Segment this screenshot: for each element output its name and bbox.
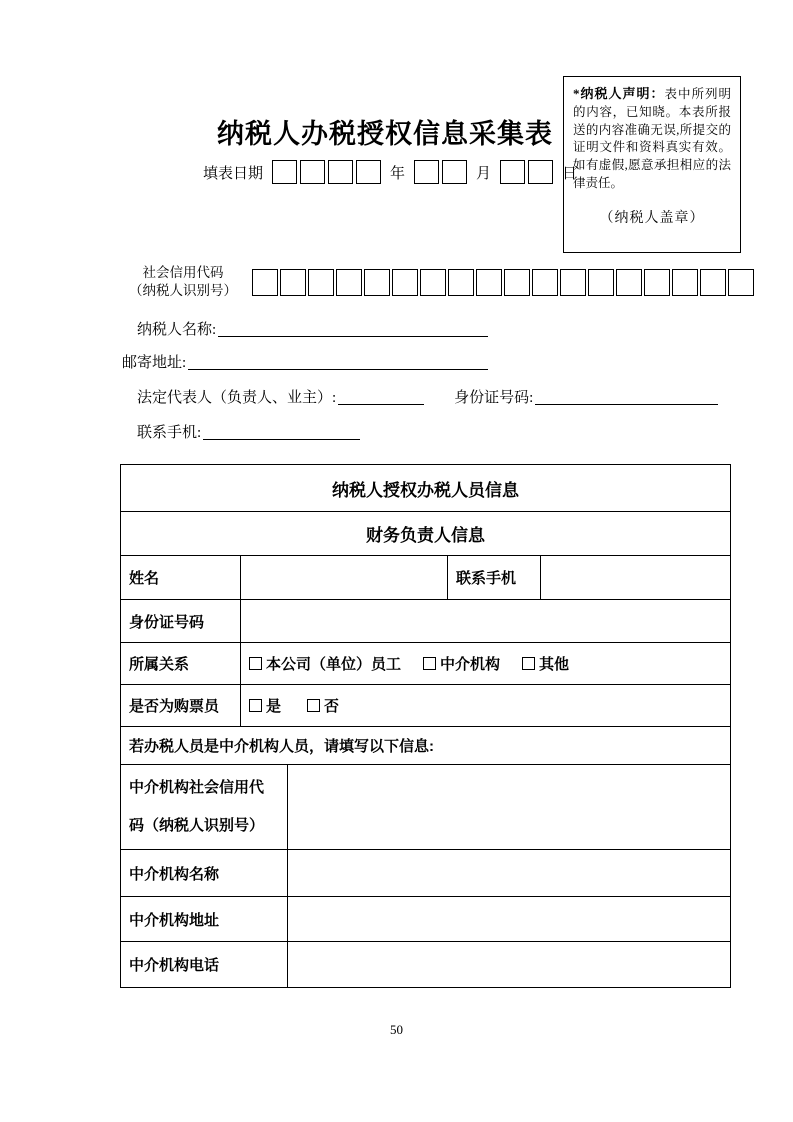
credit-code-label-line2: （纳税人识别号） (129, 283, 237, 299)
ticket-option-yes[interactable] (249, 695, 281, 716)
code-char-box[interactable] (588, 269, 614, 296)
relation-option-label: 其他 (539, 656, 570, 673)
code-char-box[interactable] (364, 269, 390, 296)
agency-phone-value-cell[interactable] (288, 942, 730, 987)
date-digit-box[interactable] (528, 160, 553, 184)
month-digit-boxes (414, 160, 467, 184)
code-char-box[interactable] (476, 269, 502, 296)
authorized-personnel-table (120, 464, 731, 988)
code-char-box[interactable] (700, 269, 726, 296)
month-label: 月 (476, 165, 492, 182)
legal-representative-blank[interactable] (338, 388, 424, 405)
credit-code-label-line1: 社会信用代码 (142, 265, 224, 280)
code-char-box[interactable] (728, 269, 754, 296)
id-value-cell[interactable] (241, 600, 730, 642)
phone-label: 联系手机 (448, 556, 541, 599)
relation-option-company[interactable] (249, 653, 401, 674)
taxpayer-name-label: 纳税人名称: (137, 322, 217, 338)
mailing-address-label: 邮寄地址: (122, 355, 187, 371)
contact-phone-field (137, 421, 360, 442)
mailing-address-blank[interactable] (188, 353, 488, 370)
ticket-buyer-label: 是否为购票员 (121, 685, 241, 726)
date-digit-box[interactable] (442, 160, 467, 184)
code-char-box[interactable] (504, 269, 530, 296)
checkbox-icon[interactable] (249, 699, 262, 712)
agency-phone-label: 中介机构电话 (121, 942, 288, 987)
agency-code-label: 中介机构社会信用代码（纳税人识别号） (121, 765, 288, 849)
agency-note-row (121, 727, 730, 765)
ticket-option-label: 否 (324, 698, 340, 715)
taxpayer-name-blank[interactable] (218, 320, 488, 337)
relation-option-label: 中介机构 (440, 656, 501, 673)
declaration-label: *纳税人声明： (573, 86, 665, 101)
fill-date-row (0, 160, 780, 184)
table-subheader: 财务负责人信息 (366, 526, 485, 545)
relation-row (121, 643, 730, 685)
code-char-box[interactable] (420, 269, 446, 296)
relation-option-label: 本公司（单位）员工 (266, 656, 402, 673)
checkbox-icon[interactable] (249, 657, 262, 670)
date-digit-box[interactable] (356, 160, 381, 184)
relation-options-cell (241, 643, 730, 684)
table-subheader-row (121, 512, 730, 556)
credit-code-row (118, 264, 754, 300)
code-char-box[interactable] (644, 269, 670, 296)
credit-code-boxes (252, 269, 754, 296)
name-label: 姓名 (121, 556, 241, 599)
ticket-buyer-row (121, 685, 730, 727)
code-char-box[interactable] (616, 269, 642, 296)
id-label: 身份证号码 (121, 600, 241, 642)
date-digit-box[interactable] (328, 160, 353, 184)
date-digit-box[interactable] (500, 160, 525, 184)
code-char-box[interactable] (560, 269, 586, 296)
id-number-row (121, 600, 730, 643)
taxpayer-stamp-hint: （纳税人盖章） (599, 210, 705, 226)
agency-name-value-cell[interactable] (288, 850, 730, 896)
ticket-buyer-options-cell (241, 685, 730, 726)
agency-address-value-cell[interactable] (288, 897, 730, 941)
relation-option-agency[interactable] (423, 653, 500, 674)
relation-option-other[interactable] (522, 653, 569, 674)
relation-label: 所属关系 (121, 643, 241, 684)
agency-name-label: 中介机构名称 (121, 850, 288, 896)
credit-code-label (118, 264, 248, 300)
date-digit-box[interactable] (300, 160, 325, 184)
id-number-blank[interactable] (535, 388, 718, 405)
agency-address-label: 中介机构地址 (121, 897, 288, 941)
name-phone-row (121, 556, 730, 600)
code-char-box[interactable] (252, 269, 278, 296)
page-number: 50 (390, 1022, 403, 1037)
agency-code-value-cell[interactable] (288, 765, 730, 849)
legal-representative-label: 法定代表人（负责人、业主）: (137, 390, 337, 406)
code-char-box[interactable] (532, 269, 558, 296)
name-value-cell[interactable] (241, 556, 448, 599)
contact-phone-blank[interactable] (203, 423, 360, 440)
agency-phone-row (121, 942, 730, 987)
ticket-option-no[interactable] (307, 695, 339, 716)
checkbox-icon[interactable] (522, 657, 535, 670)
legal-representative-field (137, 386, 718, 407)
year-digit-boxes (272, 160, 381, 184)
code-char-box[interactable] (336, 269, 362, 296)
code-char-box[interactable] (392, 269, 418, 296)
contact-phone-label: 联系手机: (137, 425, 202, 441)
checkbox-icon[interactable] (423, 657, 436, 670)
table-header: 纳税人授权办税人员信息 (332, 480, 519, 500)
fill-date-label: 填表日期 (202, 165, 263, 182)
agency-address-row (121, 897, 730, 942)
date-digit-box[interactable] (414, 160, 439, 184)
taxpayer-name-field (137, 318, 488, 339)
checkbox-icon[interactable] (307, 699, 320, 712)
declaration-body: 表中所列明的内容，已知晓。本表所报送的内容准确无误,所提交的证明文件和资料真实有效。如有虚假,愿意承担相应的法律责任。 (573, 87, 731, 190)
phone-value-cell[interactable] (541, 556, 730, 599)
date-digit-box[interactable] (272, 160, 297, 184)
day-label: 日 (562, 165, 578, 182)
form-title: 纳税人办税授权信息采集表 (217, 119, 553, 149)
code-char-box[interactable] (280, 269, 306, 296)
year-label: 年 (389, 165, 405, 182)
code-char-box[interactable] (448, 269, 474, 296)
code-char-box[interactable] (308, 269, 334, 296)
day-digit-boxes (500, 160, 553, 184)
agency-code-row (121, 765, 730, 850)
table-header-row (121, 465, 730, 512)
agency-name-row (121, 850, 730, 897)
id-number-label: 身份证号码: (454, 390, 534, 406)
mailing-address-field (122, 351, 488, 372)
code-char-box[interactable] (672, 269, 698, 296)
agency-note: 若办税人员是中介机构人员，请填写以下信息: (129, 738, 434, 755)
ticket-option-label: 是 (266, 698, 282, 715)
